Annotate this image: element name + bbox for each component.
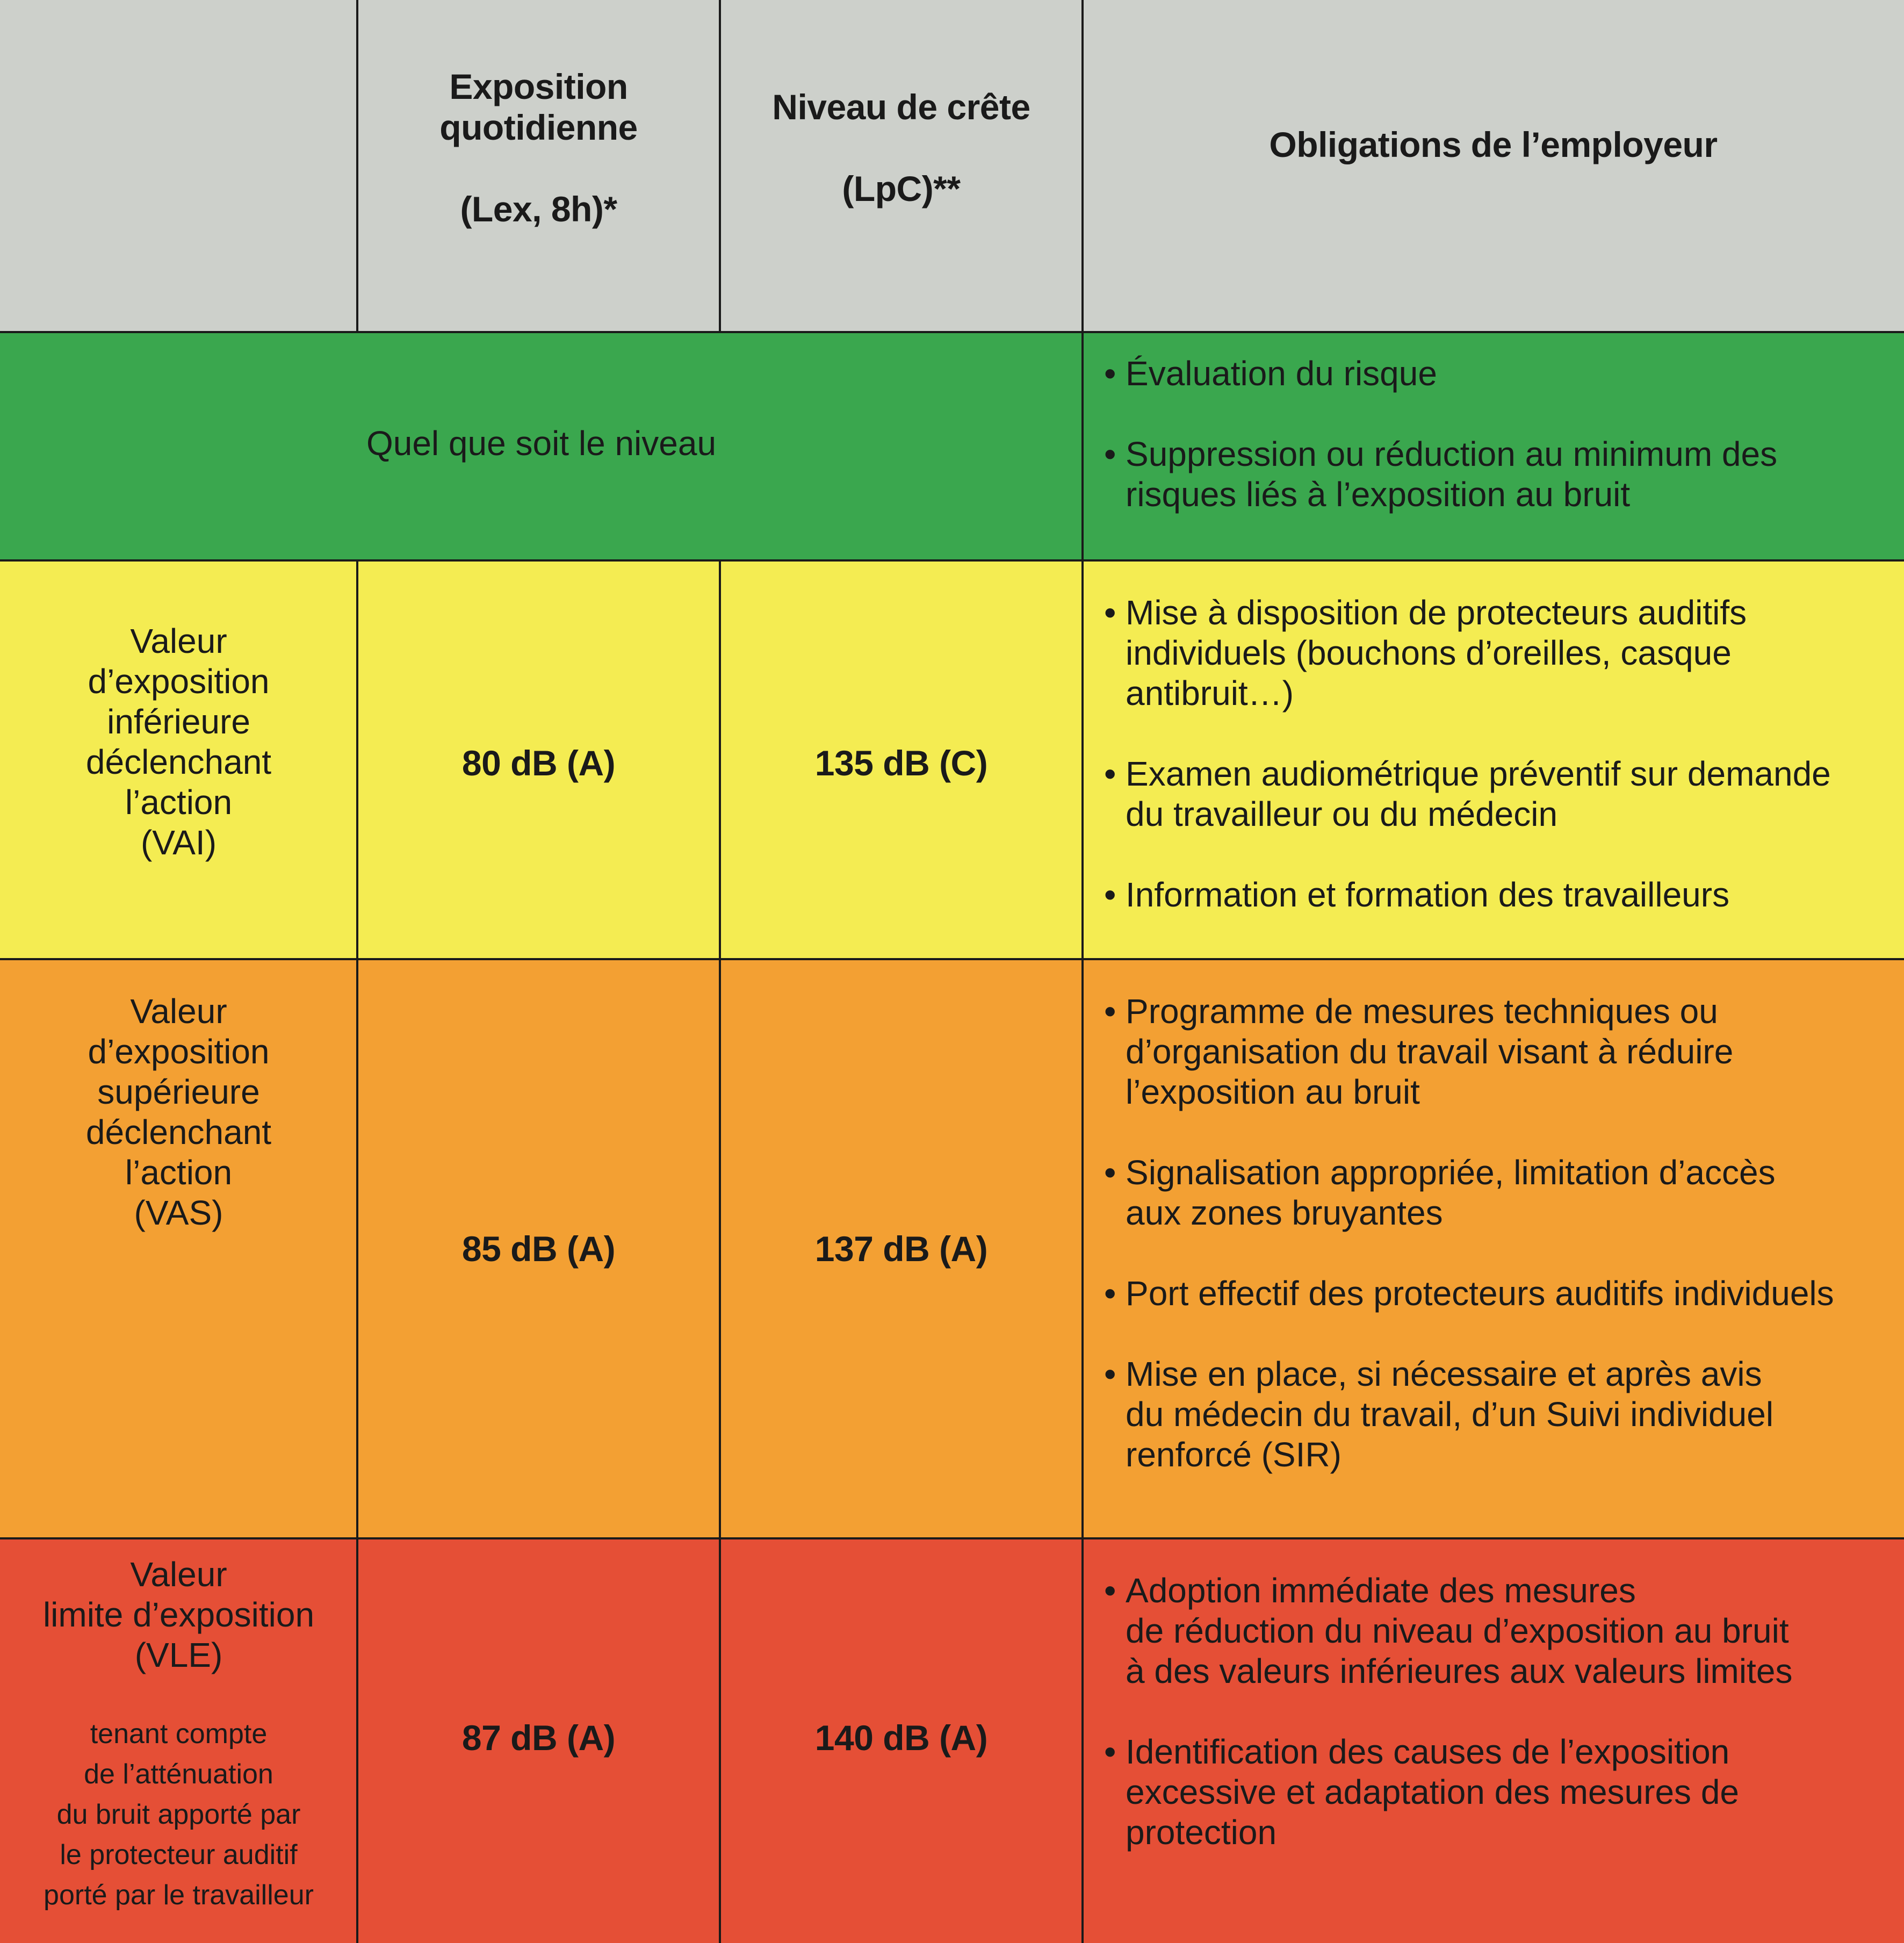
vai-exposure-cell: [357, 560, 720, 959]
obligation-item: • Signalisation appropriée, limitation d’accès aux zones bruyantes: [1104, 1153, 1776, 1232]
vai-obligations-cell: [1083, 560, 1904, 959]
vle-label-line: Valeur: [130, 1555, 227, 1594]
any-level-obligations-cell: [1083, 332, 1904, 560]
vai-label-line: inférieure: [107, 702, 250, 741]
vle-note-line: de l’atténuation: [84, 1759, 273, 1790]
any-level-label: Quel que soit le niveau: [366, 424, 717, 463]
vai-label-line: Valeur: [130, 622, 227, 660]
vas-label-line: Valeur: [130, 992, 227, 1031]
grid-line: [0, 331, 1904, 333]
vai-peak-cell: [720, 560, 1083, 959]
obligation-item: • Adoption immédiate des mesures de réduction du niveau d’exposition au bruit à des valeurs inférieures aux valeurs limites: [1104, 1571, 1793, 1690]
vai-peak-value: 135 dB (C): [814, 743, 988, 783]
vle-note-line: tenant compte: [90, 1718, 268, 1750]
vas-label-line: (VAS): [134, 1193, 223, 1232]
vas-label-line: supérieure: [97, 1073, 260, 1111]
grid-line: [0, 958, 1904, 960]
bullet-icon: •: [1104, 1274, 1116, 1313]
obligation-item: • Mise à disposition de protecteurs auditifs individuels (bouchons d’oreilles, casque antibruit…): [1104, 593, 1747, 713]
vas-peak-cell: [720, 959, 1083, 1538]
vai-label-cell: [0, 560, 357, 959]
vas-obligations-cell: [1083, 959, 1904, 1538]
bullet-icon: •: [1104, 1732, 1116, 1771]
any-level-label-cell: [0, 332, 1083, 560]
header-peak-cell: [720, 0, 1083, 332]
vle-exposure-cell: [357, 1538, 720, 1943]
obligation-item: • Port effectif des protecteurs auditifs individuels: [1104, 1274, 1834, 1313]
bullet-icon: •: [1104, 1153, 1116, 1192]
vai-label-line: (VAI): [140, 823, 217, 862]
header-peak-title: Niveau de crête: [772, 87, 1030, 127]
obligation-item: • Information et formation des travailleurs: [1104, 875, 1730, 914]
vle-note-line: du bruit apporté par: [56, 1799, 301, 1830]
grid-line: [0, 1537, 1904, 1539]
grid-line: [1081, 0, 1084, 1943]
header-exposure-subtitle: (Lex, 8h)*: [460, 189, 617, 229]
vas-label-line: déclenchant: [85, 1113, 272, 1152]
header-exposure-title-line-1: Exposition: [449, 67, 628, 106]
grid-line: [356, 0, 358, 332]
vle-obligations-cell: [1083, 1538, 1904, 1943]
vas-label-line: d’exposition: [88, 1032, 270, 1071]
bullet-icon: •: [1104, 754, 1116, 793]
vas-exposure-cell: [357, 959, 720, 1538]
vle-peak-cell: [720, 1538, 1083, 1943]
obligation-item: • Suppression ou réduction au minimum des risques liés à l’exposition au bruit: [1104, 435, 1778, 514]
header-obligations-title: Obligations de l’employeur: [1269, 125, 1718, 164]
bullet-icon: •: [1104, 354, 1116, 393]
bullet-icon: •: [1104, 875, 1116, 914]
vle-exposure-value: 87 dB (A): [461, 1717, 616, 1758]
header-exposure-cell: [357, 0, 720, 332]
obligation-item: • Examen audiométrique préventif sur demande du travailleur ou du médecin: [1104, 754, 1831, 833]
grid-line: [719, 0, 721, 332]
vle-note-line: porté par le travailleur: [44, 1880, 314, 1911]
header-exposure-title-line-2: quotidienne: [439, 107, 638, 147]
vas-label-cell: [0, 959, 357, 1538]
vai-exposure-value: 80 dB (A): [461, 743, 616, 783]
vas-peak-value: 137 dB (A): [814, 1229, 988, 1269]
vas-exposure-value: 85 dB (A): [461, 1229, 616, 1269]
vai-label-line: déclenchant: [85, 743, 272, 781]
vai-label-line: d’exposition: [88, 662, 270, 701]
vle-note-line: le protecteur auditif: [60, 1839, 298, 1870]
vle-label-cell: [0, 1538, 357, 1943]
obligation-item: • Évaluation du risque: [1104, 354, 1437, 393]
header-obligations-cell: [1083, 0, 1904, 332]
grid-line: [719, 560, 721, 1943]
grid-line: [0, 559, 1904, 562]
vle-peak-value: 140 dB (A): [814, 1717, 988, 1758]
obligation-item: • Identification des causes de l’exposition excessive et adaptation des mesures de protection: [1104, 1732, 1739, 1852]
bullet-icon: •: [1104, 1355, 1116, 1393]
vas-label-line: l’action: [125, 1153, 233, 1192]
vle-label-line: (VLE): [134, 1636, 223, 1674]
grid-line: [356, 560, 358, 1943]
header-peak-subtitle: (LpC)**: [842, 169, 961, 208]
bullet-icon: •: [1104, 435, 1116, 473]
vai-label-line: l’action: [125, 783, 233, 822]
bullet-icon: •: [1104, 1571, 1116, 1610]
header-empty-cell: [0, 0, 357, 332]
bullet-icon: •: [1104, 593, 1116, 632]
vle-label-line: limite d’exposition: [42, 1595, 315, 1634]
obligation-item: • Programme de mesures techniques ou d’organisation du travail visant à réduire l’exposition au bruit: [1104, 992, 1734, 1111]
obligation-item: • Mise en place, si nécessaire et après avis du médecin du travail, d’un Suivi individuel renforcé (SIR): [1104, 1355, 1774, 1474]
bullet-icon: •: [1104, 992, 1116, 1031]
